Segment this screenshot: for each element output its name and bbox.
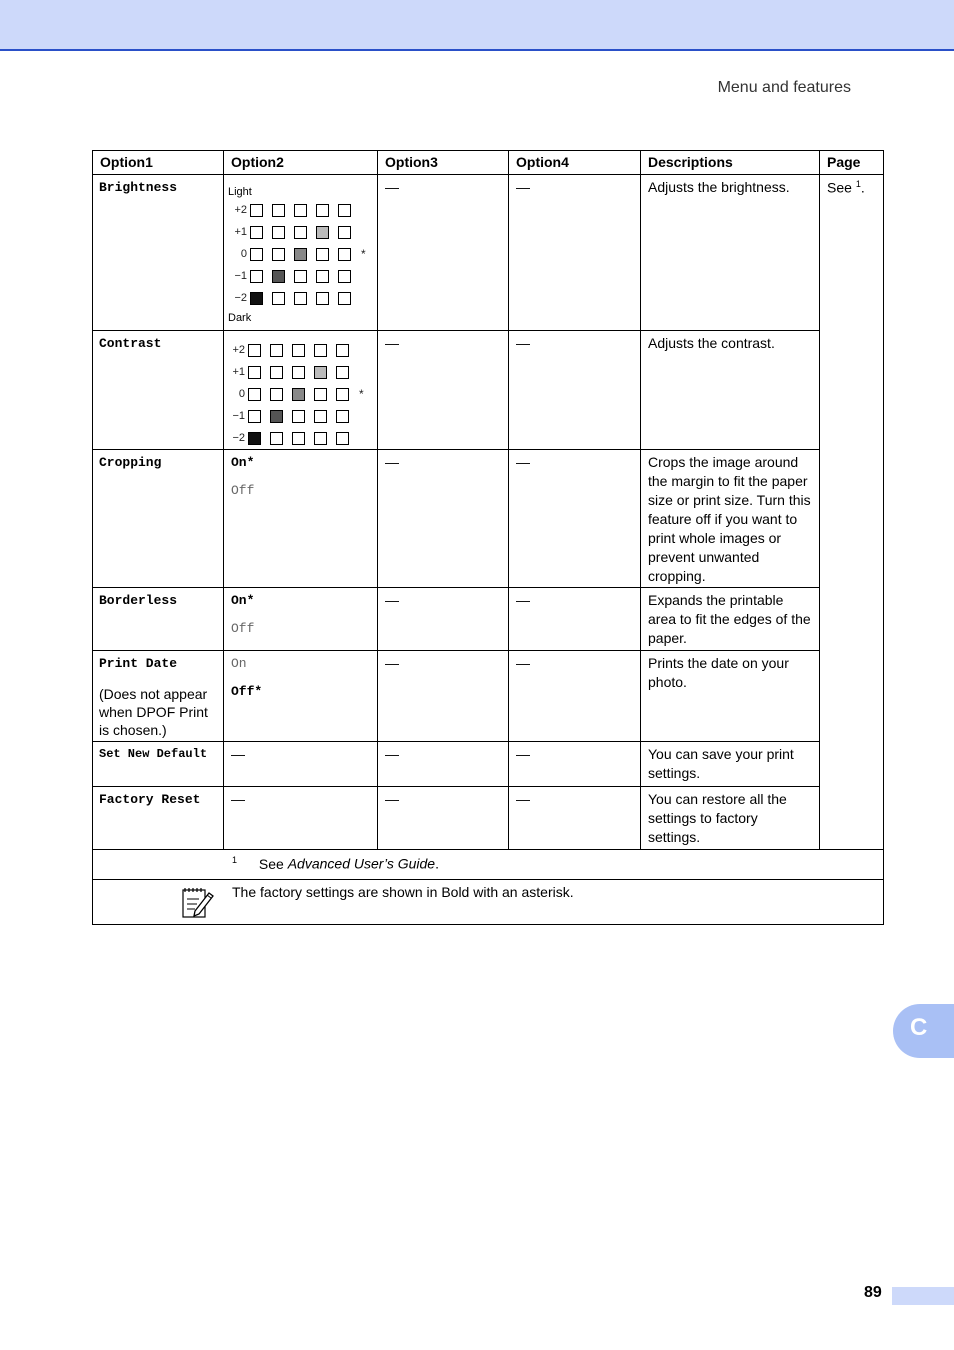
gauge-box — [248, 410, 261, 423]
brightness-option4: — — [509, 175, 641, 331]
brightness-gauge-cell — [224, 175, 378, 331]
factory-reset-option2: — — [224, 787, 378, 850]
borderless-option4: — — [509, 588, 641, 651]
table-header-row — [93, 151, 884, 175]
gauge-box — [314, 388, 327, 401]
gauge-box — [314, 344, 327, 357]
header-option4: Option4 — [509, 151, 641, 175]
gauge-box — [270, 432, 283, 445]
gauge-box — [338, 292, 351, 305]
set-new-default-option4: — — [509, 742, 641, 787]
gauge-box — [316, 270, 329, 283]
gauge-box — [270, 410, 283, 423]
footnote-cell: $^1$ See Advanced User’s Guide. — [93, 850, 884, 880]
gauge-box — [338, 248, 351, 261]
gauge-dark-label: Dark — [228, 312, 252, 324]
gauge-box — [336, 388, 349, 401]
note-pencil-icon — [181, 885, 215, 922]
gauge-box — [316, 292, 329, 305]
borderless-name-cell — [93, 588, 224, 651]
note-row — [93, 880, 884, 925]
gauge-box — [294, 270, 307, 283]
gauge-box — [294, 248, 307, 261]
gauge-level-label: −2 — [234, 292, 247, 304]
print-date-option3: — — [378, 651, 509, 742]
borderless-label: Borderless — [99, 593, 178, 608]
gauge-box — [248, 344, 261, 357]
note-text: The factory settings are shown in Bold with an asterisk. — [232, 884, 574, 900]
gauge-box — [336, 432, 349, 445]
gauge-box — [272, 204, 285, 217]
table-row — [93, 450, 884, 588]
header-descriptions: Descriptions — [641, 151, 820, 175]
gauge-level-label: −1 — [232, 410, 245, 422]
gauge-level-label: +2 — [234, 204, 247, 216]
brightness-name-cell — [93, 175, 224, 331]
header-band — [0, 0, 954, 51]
brightness-description: Adjusts the brightness. — [641, 175, 820, 331]
gauge-level-label: −1 — [234, 270, 247, 282]
gauge-box — [336, 344, 349, 357]
factory-reset-option3: — — [378, 787, 509, 850]
table-row — [93, 175, 884, 331]
contrast-option3: — — [378, 331, 509, 450]
borderless-description: Expands the printable area to fit the edges of the paper. — [641, 588, 820, 651]
cropping-name-cell — [93, 450, 224, 588]
print-date-note: (Does not appear when DPOF Print is chosen.) — [99, 686, 208, 738]
cropping-on-option: On* — [231, 455, 255, 470]
cropping-option4: — — [509, 450, 641, 588]
brightness-gauge — [228, 199, 377, 309]
gauge-level-row — [226, 405, 377, 427]
borderless-on-option: On* — [231, 593, 255, 608]
print-date-on-option: On — [231, 656, 247, 671]
print-date-options — [224, 651, 378, 742]
set-new-default-option3: — — [378, 742, 509, 787]
contrast-name-cell — [93, 331, 224, 450]
cropping-label: Cropping — [99, 455, 162, 470]
footnote-guide-title: Advanced User’s Guide — [287, 855, 436, 872]
gauge-box — [292, 410, 305, 423]
page-reference-cell: See $^1$. — [820, 175, 884, 850]
note-cell — [93, 880, 884, 925]
gauge-level-label: +2 — [232, 344, 245, 356]
cropping-off-option: Off — [231, 483, 255, 498]
print-date-description: Prints the date on your photo. — [641, 651, 820, 742]
footnote-row — [93, 850, 884, 880]
gauge-box — [294, 226, 307, 239]
gauge-level-row — [226, 427, 377, 449]
factory-reset-option4: — — [509, 787, 641, 850]
gauge-box — [338, 226, 351, 239]
chapter-tab-letter: C — [910, 1014, 928, 1041]
default-asterisk: * — [361, 247, 366, 261]
gauge-box — [270, 388, 283, 401]
gauge-level-row — [228, 199, 377, 221]
gauge-box — [250, 292, 263, 305]
gauge-box — [292, 432, 305, 445]
page-number-bar — [892, 1287, 954, 1305]
borderless-option3: — — [378, 588, 509, 651]
page-number: 89 — [864, 1284, 882, 1301]
borderless-options — [224, 588, 378, 651]
table-row — [93, 787, 884, 850]
footnote-number: 1 — [232, 855, 238, 865]
gauge-level-label: 0 — [240, 248, 247, 260]
brightness-option3: — — [378, 175, 509, 331]
gauge-level-row — [226, 339, 377, 361]
section-title: Menu and features — [717, 79, 851, 96]
gauge-box — [292, 366, 305, 379]
brightness-label: Brightness — [99, 180, 178, 195]
gauge-box — [292, 388, 305, 401]
table-row — [93, 331, 884, 450]
cropping-description: Crops the image around the margin to fit the paper size or print size. Turn this feature off if you want to print whole images or prevent unwanted cropping. — [641, 450, 820, 588]
set-new-default-description: You can save your print settings. — [641, 742, 820, 787]
print-date-option4: — — [509, 651, 641, 742]
cropping-options — [224, 450, 378, 588]
contrast-gauge — [226, 339, 377, 449]
gauge-box — [336, 366, 349, 379]
factory-reset-label: Factory Reset — [99, 792, 201, 807]
gauge-box — [270, 344, 283, 357]
settings-table — [92, 150, 884, 925]
contrast-description: Adjusts the contrast. — [641, 331, 820, 450]
footnote-prefix: See — [258, 855, 288, 872]
gauge-box — [248, 366, 261, 379]
gauge-level-row — [226, 361, 377, 383]
header-option3: Option3 — [378, 151, 509, 175]
gauge-box — [314, 366, 327, 379]
gauge-level-label: 0 — [238, 388, 245, 400]
borderless-off-option: Off — [231, 621, 255, 636]
gauge-box — [338, 270, 351, 283]
set-new-default-name-cell — [93, 742, 224, 787]
gauge-box — [250, 270, 263, 283]
gauge-level-label: −2 — [232, 432, 245, 444]
table-row — [93, 651, 884, 742]
contrast-label: Contrast — [99, 336, 162, 351]
gauge-box — [248, 432, 261, 445]
gauge-level-row — [228, 243, 377, 265]
gauge-level-label: +1 — [234, 226, 247, 238]
gauge-box — [248, 388, 261, 401]
default-asterisk: * — [359, 387, 364, 401]
gauge-box — [272, 248, 285, 261]
gauge-box — [336, 410, 349, 423]
gauge-box — [292, 344, 305, 357]
header-page: Page — [820, 151, 884, 175]
gauge-level-row — [228, 221, 377, 243]
gauge-box — [316, 248, 329, 261]
gauge-box — [272, 270, 285, 283]
gauge-box — [250, 248, 263, 261]
gauge-box — [316, 204, 329, 217]
gauge-box — [250, 204, 263, 217]
gauge-level-row — [226, 383, 377, 405]
contrast-gauge-cell — [224, 331, 378, 450]
print-date-label: Print Date — [99, 656, 178, 671]
gauge-box — [270, 366, 283, 379]
gauge-light-label: Light — [228, 186, 252, 198]
gauge-box — [250, 226, 263, 239]
footnote-ref: 1 — [855, 179, 861, 189]
gauge-level-row — [228, 265, 377, 287]
print-date-off-option: Off* — [231, 684, 263, 699]
contrast-option4: — — [509, 331, 641, 450]
gauge-box — [294, 204, 307, 217]
gauge-box — [338, 204, 351, 217]
gauge-box — [272, 226, 285, 239]
gauge-level-label: +1 — [232, 366, 245, 378]
print-date-name-cell — [93, 651, 224, 742]
table-row — [93, 588, 884, 651]
gauge-level-row — [228, 287, 377, 309]
header-option2: Option2 — [224, 151, 378, 175]
header-option1: Option1 — [93, 151, 224, 175]
set-new-default-option2: — — [224, 742, 378, 787]
cropping-option3: — — [378, 450, 509, 588]
gauge-box — [314, 410, 327, 423]
factory-reset-description: You can restore all the settings to factory settings. — [641, 787, 820, 850]
chapter-tab — [893, 1004, 954, 1058]
gauge-box — [272, 292, 285, 305]
gauge-box — [314, 432, 327, 445]
gauge-box — [294, 292, 307, 305]
table-row — [93, 742, 884, 787]
set-new-default-label: Set New Default — [99, 747, 208, 761]
factory-reset-name-cell — [93, 787, 224, 850]
gauge-box — [316, 226, 329, 239]
